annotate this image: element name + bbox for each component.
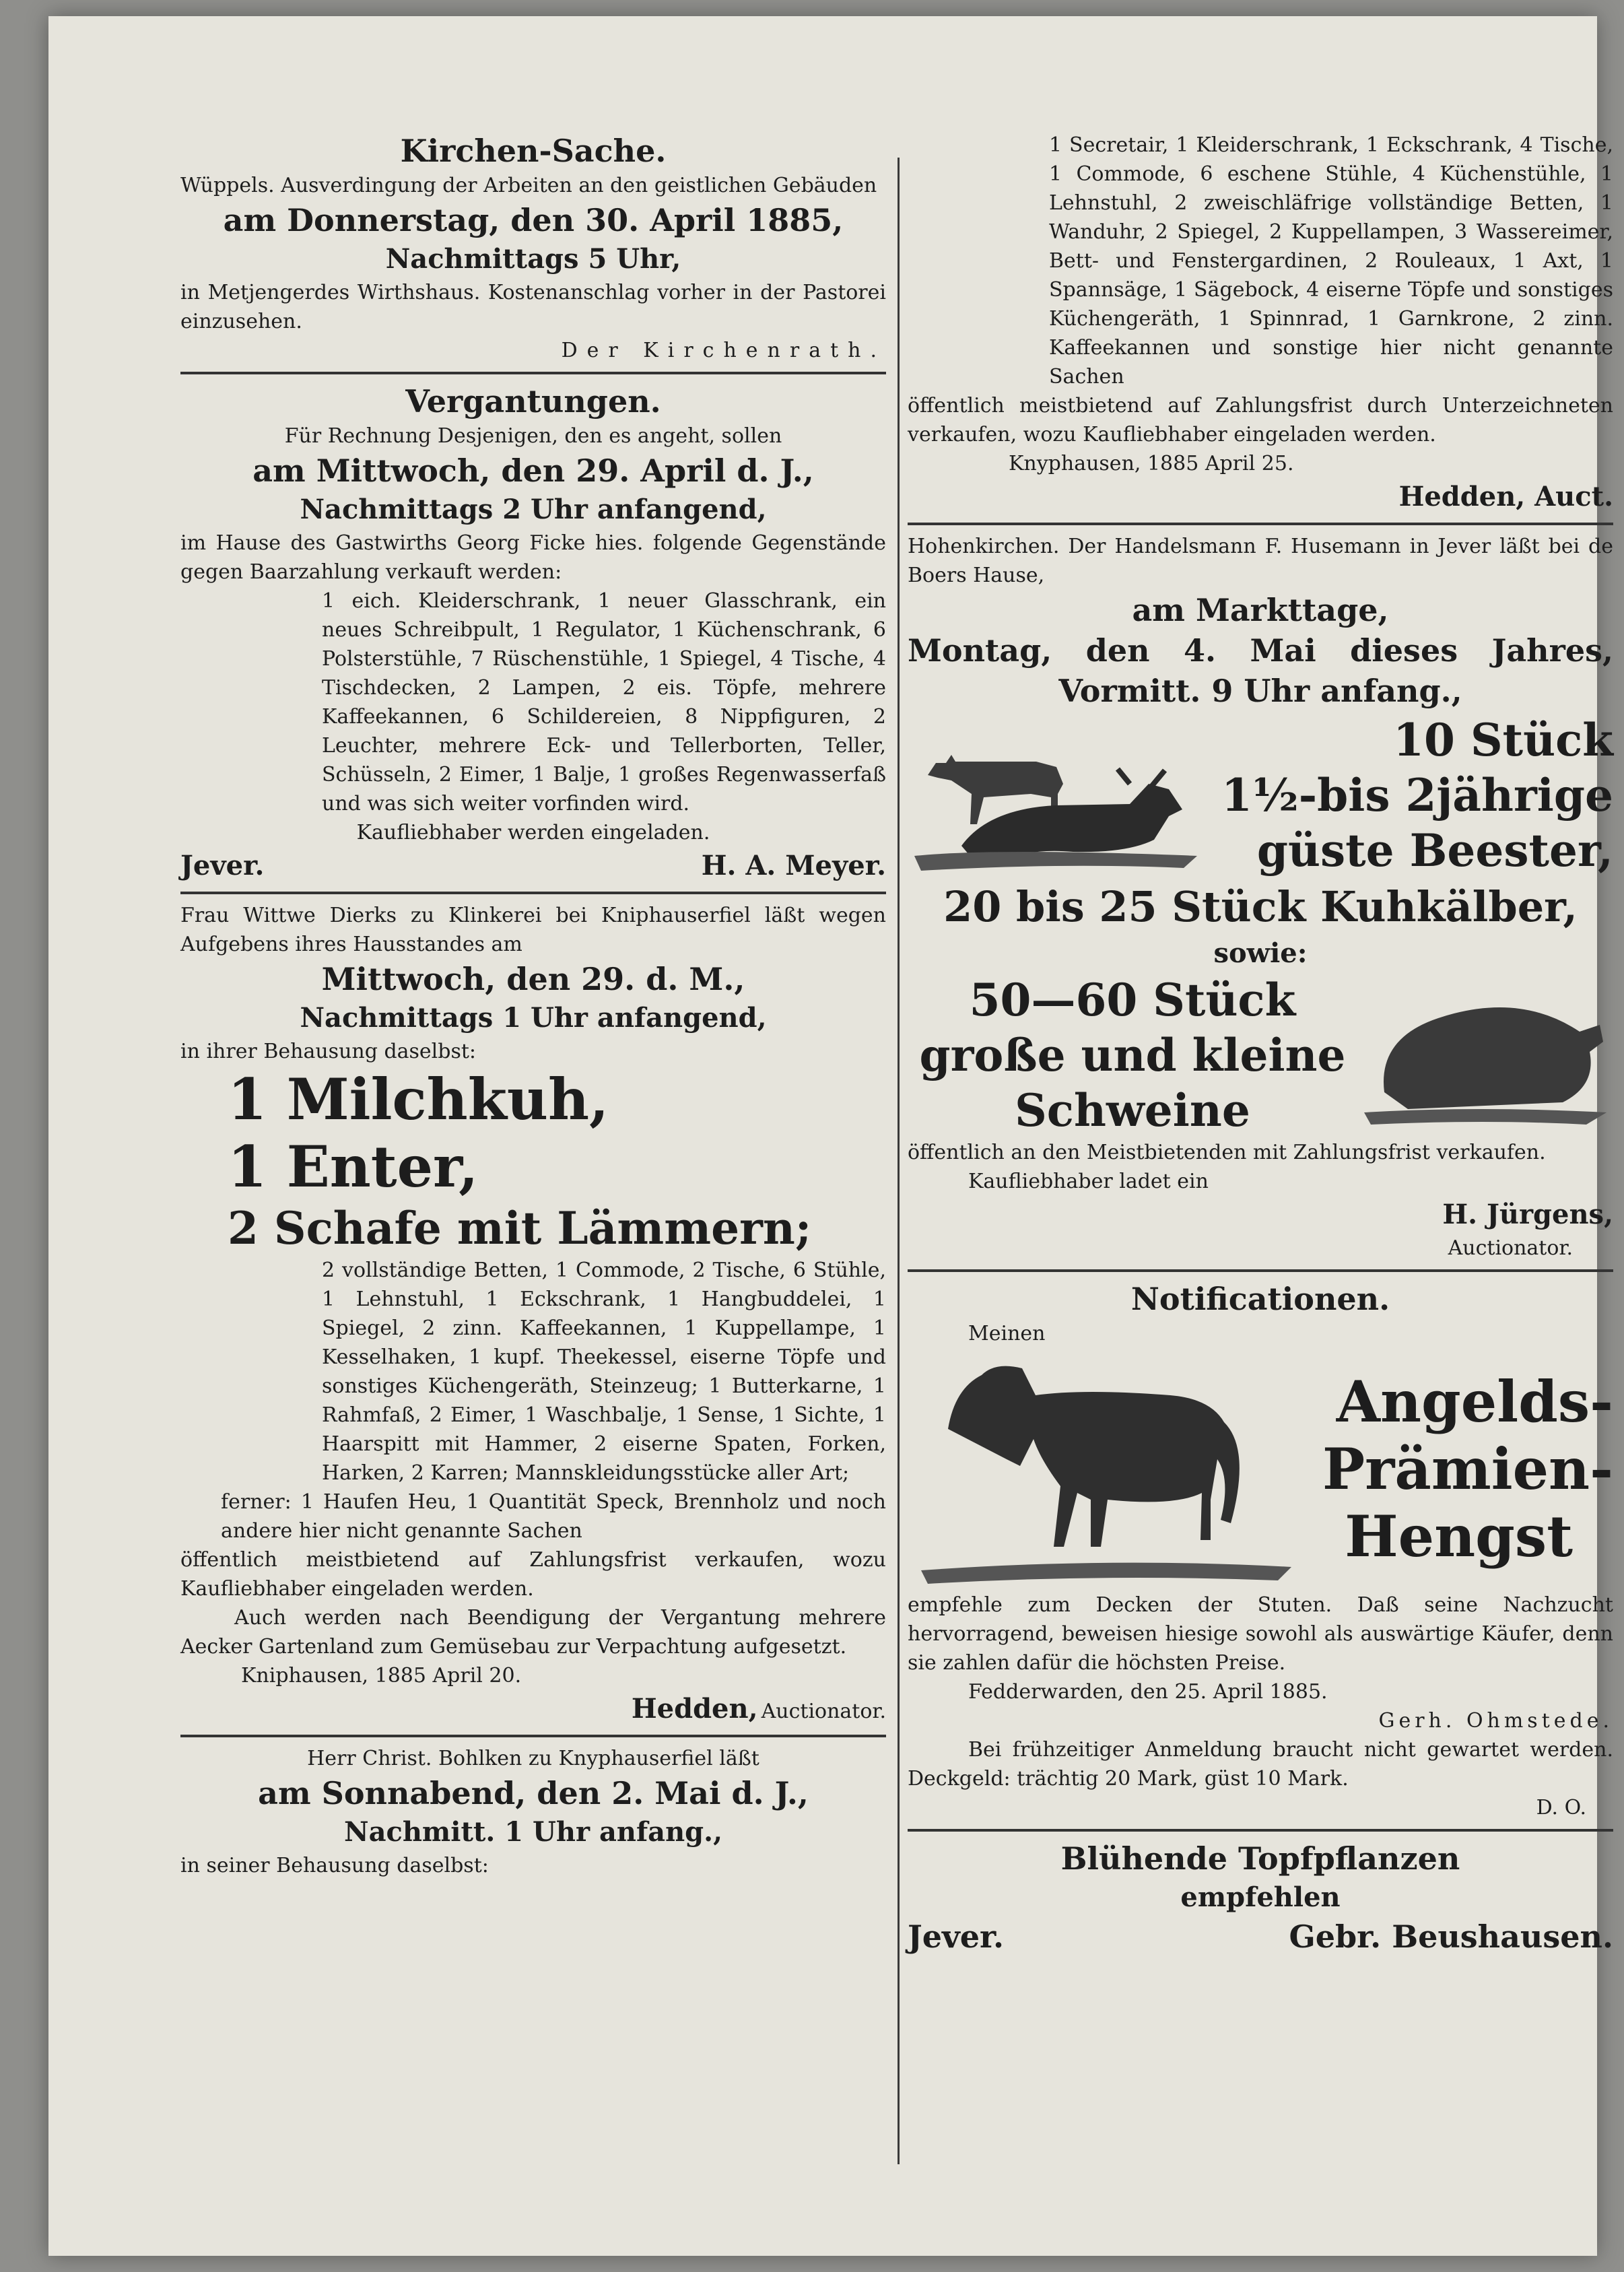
ad-qty-schweine: 50—60 Stück [969,974,1296,1026]
ad-date: am Mittwoch, den 29. April d. J., [252,453,814,489]
ad-qty-size: große und kleine [919,1029,1346,1081]
ad-intro: Herr Christ. Bohlken zu Knyphauserfiel läßt [307,1747,759,1770]
ad-closing: Kaufliebhaber ladet ein [968,1170,1209,1193]
ad-items: 1 eich. Kleiderschrank, 1 neuer Glasschrank, ein neues Schreibpult, 1 Regulator, 1 Küchenschrank, 6 Polsterstühle, 7 Rüschenstühle, 1 Spiegel, 4 Tische, 4 Tischdecken, 2 Lampen, 2 eis. Töpfe, mehrere Kaffeekannen, 6 Schildereien, 8 Nippfiguren, 2 Leuchter, mehrere Eck- und Tellerborten, Teller, Schüsseln, 2 Eimer, 1 Balje, 1 großes Regenwasserfaß und was sich weiter vorfinden wird. [322,589,886,815]
ad-place: in Metjengerdes Wirthshaus. Kostenanschlag vorher in der Pastorei einzusehen. [180,281,886,333]
ad-qty-kaelber: 20 bis 25 Stück Kuhkälber, [943,882,1578,931]
ad-notificationen [908,1279,1613,1822]
ad-items: 1 Secretair, 1 Kleiderschrank, 1 Eckschrank, 4 Tische, 1 Commode, 6 eschene Stühle, 4 Küchenstühle, 1 Lehnstuhl, 2 zweischläfrige vollständige Betten, 1 Wanduhr, 2 Spiegel, 2 Kuppellampen, 3 Wassereimer, Bett- und Fenstergardinen, 2 Rouleaux, 1 Axt, 1 Spannsäge, 1 Sägebock, 4 eiserne Töpfe und sonstiges Küchengeräth, 1 Spinnrad, 1 Garnkrone, 2 zinn. Kaffeekannen und sonstige hier nicht genannte Sachen [1049,133,1613,389]
ad-place: Jever. [908,1918,1005,1955]
separator [908,1829,1613,1832]
ad-qty-animal: Schweine [1015,1084,1250,1137]
ad-signature-title: Auctionator. [1448,1236,1573,1260]
ad-vergantung-ficke [180,381,886,885]
ad-place: in ihrer Behausung daselbst: [180,1040,477,1063]
ad-vergantung-bohlken [180,1744,886,1880]
cattle-illustration [908,711,1204,879]
ad-place: Jever. [180,850,265,881]
section-title: Notificationen. [1130,1281,1390,1317]
ad-note: Bei frühzeitiger Anmeldung braucht nicht gewartet werden. Deckgeld: trächtig 20 Mark, güst 10 Mark. [908,1738,1613,1791]
ad-qty-type: güste Beester, [1256,824,1613,877]
ad-item-enter: 1 Enter, [228,1133,479,1200]
ad-ferner: ferner: 1 Haufen Heu, 1 Quantität Speck, Brennholz und noch andere hier nicht genannte Sachen [221,1490,886,1543]
ad-signature: Hedden, [631,1693,758,1725]
ad-intro: Für Rechnung Desjenigen, den es angeht, sollen [284,424,782,448]
section-title: Vergantungen. [405,383,661,420]
ad-date: Mittwoch, den 29. d. M., [321,961,745,997]
column-divider [898,158,900,2164]
ad-body: öffentlich meistbietend auf Zahlungsfrist verkaufen, wozu Kaufliebhaber eingeladen werden. [180,1548,886,1601]
ad-qty-age: 1½-bis 2jährige [1221,769,1613,822]
separator [180,372,886,374]
ad-time: Nachmittags 1 Uhr anfangend, [300,1002,767,1034]
ad-dateline: Kniphausen, 1885 April 20. [241,1664,522,1688]
ad-signature: Hedden, Auct. [1398,481,1613,512]
ad-signature: Der Kirchenrath. [561,339,886,362]
ad-body: im Hause des Gastwirths Georg Ficke hies. folgende Gegenstände gegen Baarzahlung verkauft werden: [180,531,886,584]
ad-signature: Gerh. Ohmstede. [1378,1709,1613,1733]
left-column [180,131,886,1880]
ad-closing: Kaufliebhaber werden eingeladen. [356,821,710,844]
ad-title: Kirchen-Sache. [400,133,667,169]
ad-sowie: sowie: [1213,937,1308,969]
ad-viehverkauf [908,532,1613,1263]
ad-dateline: Fedderwarden, den 25. April 1885. [968,1680,1328,1704]
pig-illustration [1357,978,1613,1133]
ad-date: am Sonnabend, den 2. Mai d. J., [258,1775,809,1811]
ad-item-milchkuh: 1 Milchkuh, [228,1066,609,1133]
ad-item-schafe: 2 Schafe mit Lämmern; [228,1202,812,1255]
ad-qty-beester: 10 Stück [1393,714,1613,766]
separator [908,523,1613,525]
ad-time: Vormitt. 9 Uhr anfang., [1058,673,1462,709]
ad-intro: Hohenkirchen. Der Handelsmann F. Husemann in Jever läßt bei de Boers Hause, [908,535,1613,587]
ad-signature: Gebr. Beushausen. [1289,1918,1613,1955]
ad-intro: Frau Wittwe Dierks zu Klinkerei bei Kniphauserfiel läßt wegen Aufgebens ihres Hausstandes am [180,904,886,956]
ad-date: am Markttage, [1132,592,1389,628]
ad-body: empfehle zum Decken der Stuten. Daß seine Nachzucht hervorragend, beweisen hiesige sowohl als auswärtige Käufer, denn sie zahlen dafür die höchsten Preise. [908,1593,1613,1675]
ad-kirchen-sache [180,131,886,365]
ad-items: 2 vollständige Betten, 1 Commode, 2 Tische, 6 Stühle, 1 Lehnstuhl, 1 Eckschrank, 1 Hangbuddelei, 1 Spiegel, 2 zinn. Kaffeekannen, 1 Kuppellampe, 1 Kesselhaken, 1 kupf. Theekessel, eiserne Töpfe und sonstiges Küchengeräth, Steinzeug; 1 Butterkarne, 1 Rahmfaß, 2 Eimer, 1 Waschbalje, 1 Sense, 1 Sichte, 1 Haarspitt mit Hammer, 2 eiserne Spaten, Forken, Harken, 2 Karren; Mannskleidungsstücke aller Art; [322,1259,886,1485]
ad-hengst-line3: Hengst [1345,1503,1573,1570]
ad-signature: H. Jürgens, [1442,1199,1613,1230]
ad-initials: D. O. [1536,1796,1586,1819]
ad-body: öffentlich an den Meistbietenden mit Zahlungsfrist verkaufen. [908,1141,1546,1164]
ad-extra: Auch werden nach Beendigung der Vergantung mehrere Aecker Gartenland zum Gemüsebau zur Verpachtung aufgesetzt. [180,1606,886,1659]
ad-continuation [908,131,1613,516]
ad-intro: Wüppels. Ausverdingung der Arbeiten an den geistlichen Gebäuden [180,174,877,197]
stallion-illustration [908,1348,1298,1591]
ad-hengst-line2: Prämien- [1322,1436,1613,1502]
ad-time: Nachmittags 2 Uhr anfangend, [300,494,767,525]
ad-body: öffentlich meistbietend auf Zahlungsfrist durch Unterzeichneten verkaufen, wozu Kaufliebhaber eingeladen werden. [908,394,1613,446]
right-column [908,131,1613,1957]
ad-sub: empfehlen [1180,1881,1341,1913]
ad-signature: H. A. Meyer. [701,850,886,881]
ad-dateline: Knyphausen, 1885 April 25. [1009,452,1294,475]
separator [180,1735,886,1737]
newspaper-page [48,16,1613,2256]
ad-vergantung-dierks [180,901,886,1728]
ad-topfpflanzen [908,1838,1613,1957]
ad-time: Nachmitt. 1 Uhr anfang., [344,1816,722,1848]
ad-day: Montag, den 4. Mai dieses Jahres, [908,632,1613,669]
ad-place: in seiner Behausung daselbst: [180,1854,489,1877]
ad-time: Nachmittags 5 Uhr, [385,243,681,275]
ad-hengst-line1: Angelds- [1336,1368,1613,1435]
ad-signature-title: Auctionator. [761,1700,886,1723]
separator [908,1269,1613,1272]
ad-meinen: Meinen [968,1322,1046,1345]
separator [180,892,886,894]
ad-title: Blühende Topfpflanzen [1060,1840,1460,1877]
ad-date: am Donnerstag, den 30. April 1885, [223,202,844,238]
